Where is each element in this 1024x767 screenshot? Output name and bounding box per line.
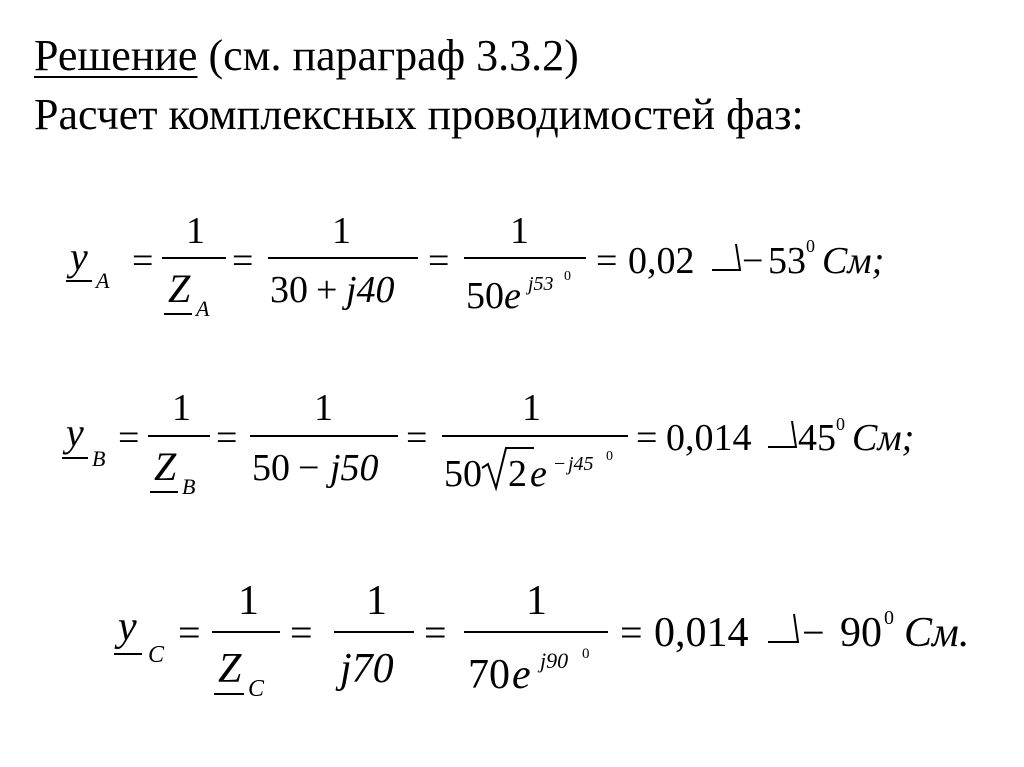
eq-a-minus: − [742, 240, 764, 282]
eq-a-impedance-subscript: A [196, 296, 210, 321]
eq-a-exponent: j53 [528, 273, 554, 295]
eq-a-equals-2: = [232, 240, 254, 282]
eq-b-num-3: 1 [522, 387, 541, 429]
eq-a-lhs-symbol: y [70, 234, 88, 279]
eq-b-denominator-real: 50 [252, 447, 290, 489]
eq-b-exponent: j45 [568, 453, 594, 475]
eq-a-equals-1: = [132, 240, 154, 282]
eq-c-result-angle: 90 [840, 610, 882, 656]
eq-a-result-angle: 53 [768, 240, 806, 282]
eq-b-num-2: 1 [314, 387, 333, 429]
eq-a-equals-3: = [428, 240, 450, 282]
eq-c-impedance-subscript: C [248, 676, 265, 702]
eq-b-result-magnitude: 0,014 [666, 417, 752, 459]
eq-b-equals-2: = [216, 417, 238, 459]
eq-a-result-degree: 0 [806, 236, 815, 256]
eq-c-equals-3: = [424, 610, 447, 655]
eq-b-equals-1: = [118, 417, 140, 459]
eq-c-equals-2: = [290, 610, 313, 655]
eq-b-lhs-subscript: B [92, 446, 106, 471]
eq-a-denominator-imag: j40 [346, 269, 395, 311]
section-reference: (см. параграф 3.3.2) [208, 31, 579, 80]
eq-c-num-3: 1 [526, 578, 547, 624]
eq-c-equals-4: = [620, 610, 643, 655]
eq-c-num-1: 1 [238, 578, 259, 624]
eq-c-result-magnitude: 0,014 [654, 610, 749, 656]
eq-c-exponent: j90 [540, 648, 569, 673]
eq-a-equals-4: = [596, 240, 618, 282]
eq-a-num-2: 1 [332, 210, 351, 252]
eq-c-minus: − [802, 610, 825, 655]
eq-c-num-2: 1 [366, 578, 387, 624]
eq-a-num-3: 1 [510, 210, 529, 252]
eq-c-lhs-symbol: y [118, 604, 137, 650]
eq-b-exp-coef: 50 [444, 453, 482, 495]
eq-c-lhs-subscript: C [148, 642, 165, 668]
eq-b-exponent-minus: − [554, 453, 566, 475]
eq-b-lhs-symbol: y [66, 410, 84, 455]
calculation-caption: Расчет комплексных проводимостей фаз: [34, 90, 804, 139]
eq-a-unit: См; [822, 240, 885, 282]
eq-a-exp-base: e [504, 275, 521, 317]
eq-a-result-magnitude: 0,02 [628, 240, 695, 282]
eq-a-exponent-degree: 0 [564, 269, 571, 284]
eq-c-equals-1: = [178, 610, 201, 655]
eq-c-result-degree: 0 [884, 607, 894, 629]
eq-c-impedance-symbol: Z [218, 646, 242, 692]
eq-a-denominator-real: 30 [270, 269, 308, 311]
eq-c-angle-icon [768, 614, 798, 642]
eq-a-exp-coef: 50 [466, 275, 504, 317]
solution-word: Решение [34, 31, 198, 80]
eq-b-impedance-subscript: B [182, 474, 196, 499]
eq-b-denominator-imag: j50 [330, 447, 379, 489]
eq-a-impedance-symbol: Z [168, 266, 191, 311]
eq-a-lhs-subscript: A [96, 268, 110, 293]
eq-b-num-1: 1 [172, 387, 191, 429]
eq-c-exp-coef: 70 [468, 652, 510, 698]
eq-b-impedance-symbol: Z [154, 444, 177, 489]
eq-b-equals-4: = [636, 417, 658, 459]
eq-c-unit: См. [904, 610, 970, 656]
eq-b-unit: См; [852, 417, 915, 459]
eq-b-result-angle: 45 [798, 417, 836, 459]
eq-b-exp-base: e [530, 453, 547, 495]
eq-c-denominator-imag: j70 [340, 646, 394, 692]
eq-c-exp-base: e [512, 652, 531, 698]
eq-b-sqrt-arg: 2 [508, 453, 527, 495]
eq-a-plus: + [316, 269, 338, 311]
eq-b-result-degree: 0 [836, 414, 845, 434]
eq-b-minus-1: − [298, 447, 320, 489]
eq-b-equals-3: = [406, 417, 428, 459]
eq-a-num-1: 1 [186, 210, 205, 252]
eq-c-exponent-degree: 0 [582, 646, 590, 662]
eq-b-exponent-degree: 0 [606, 449, 613, 464]
